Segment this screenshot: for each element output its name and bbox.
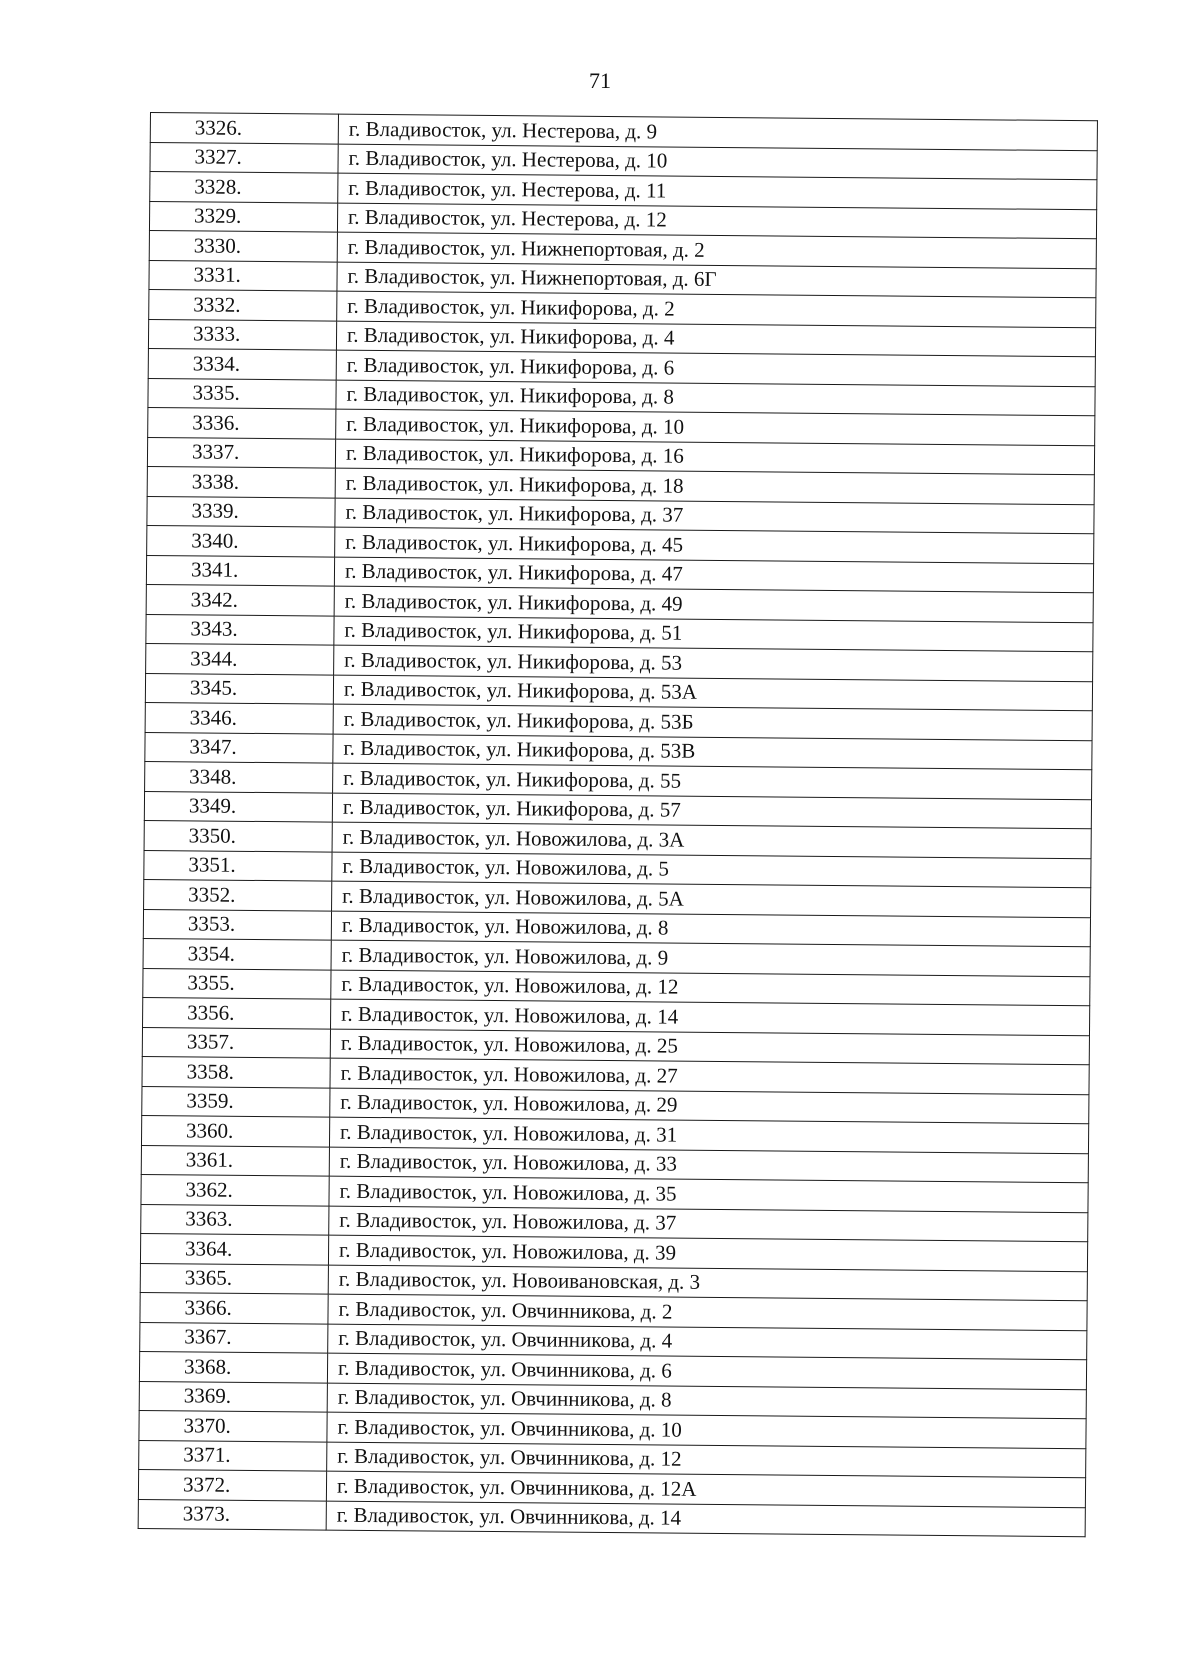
address-table-container	[138, 112, 1098, 1537]
row-number-cell: 3352.	[144, 879, 332, 910]
address-cell: г. Владивосток, ул. Овчинникова, д. 10	[327, 1412, 1086, 1448]
address-cell: г. Владивосток, ул. Никифорова, д. 18	[335, 468, 1094, 504]
address-cell: г. Владивосток, ул. Новожилова, д. 5	[332, 852, 1091, 888]
row-number-cell: 3335.	[148, 378, 336, 409]
row-number-cell: 3360.	[141, 1115, 329, 1146]
row-number-cell: 3354.	[143, 938, 331, 969]
row-number-cell: 3329.	[149, 201, 337, 232]
row-number-cell: 3334.	[148, 348, 336, 379]
row-number-cell: 3373.	[138, 1499, 326, 1530]
row-number-cell: 3356.	[143, 997, 331, 1028]
address-cell: г. Владивосток, ул. Новожилова, д. 8	[331, 911, 1090, 947]
row-number-cell: 3330.	[149, 230, 337, 261]
row-number-cell: 3338.	[147, 466, 335, 497]
address-cell: г. Владивосток, ул. Новоивановская, д. 3	[328, 1265, 1087, 1301]
row-number-cell: 3341.	[146, 555, 334, 586]
row-number-cell: 3339.	[147, 496, 335, 527]
address-cell: г. Владивосток, ул. Никифорова, д. 6	[336, 350, 1095, 386]
address-cell: г. Владивосток, ул. Новожилова, д. 12	[331, 970, 1090, 1006]
row-number-cell: 3342.	[146, 584, 334, 615]
address-cell: г. Владивосток, ул. Нижнепортовая, д. 6Г	[337, 262, 1096, 298]
address-cell: г. Владивосток, ул. Никифорова, д. 53Б	[333, 704, 1092, 740]
address-cell: г. Владивосток, ул. Овчинникова, д. 12	[327, 1442, 1086, 1478]
address-cell: г. Владивосток, ул. Нестерова, д. 9	[338, 114, 1097, 150]
address-cell: г. Владивосток, ул. Никифорова, д. 45	[335, 527, 1094, 563]
address-cell: г. Владивосток, ул. Никифорова, д. 47	[334, 557, 1093, 593]
row-number-cell: 3349.	[144, 791, 332, 822]
address-cell: г. Владивосток, ул. Никифорова, д. 53А	[333, 675, 1092, 711]
address-cell: г. Владивосток, ул. Новожилова, д. 33	[329, 1147, 1088, 1183]
row-number-cell: 3359.	[142, 1086, 330, 1117]
row-number-cell: 3365.	[140, 1263, 328, 1294]
row-number-cell: 3331.	[149, 260, 337, 291]
address-cell: г. Владивосток, ул. Овчинникова, д. 6	[327, 1353, 1086, 1389]
address-cell: г. Владивосток, ул. Новожилова, д. 14	[331, 999, 1090, 1035]
row-number-cell: 3372.	[138, 1469, 326, 1500]
row-number-cell: 3348.	[145, 761, 333, 792]
row-number-cell: 3332.	[149, 289, 337, 320]
row-number-cell: 3340.	[147, 525, 335, 556]
address-cell: г. Владивосток, ул. Нестерова, д. 12	[337, 203, 1096, 239]
address-cell: г. Владивосток, ул. Никифорова, д. 10	[336, 409, 1095, 445]
row-number-cell: 3328.	[150, 172, 338, 203]
address-cell: г. Владивосток, ул. Новожилова, д. 29	[330, 1088, 1089, 1124]
address-cell: г. Владивосток, ул. Овчинникова, д. 8	[327, 1383, 1086, 1419]
address-cell: г. Владивосток, ул. Новожилова, д. 3А	[332, 822, 1091, 858]
row-number-cell: 3344.	[146, 643, 334, 674]
address-cell: г. Владивосток, ул. Новожилова, д. 27	[330, 1058, 1089, 1094]
row-number-cell: 3367.	[140, 1322, 328, 1353]
address-cell: г. Владивосток, ул. Овчинникова, д. 2	[328, 1294, 1087, 1330]
row-number-cell: 3337.	[147, 437, 335, 468]
row-number-cell: 3358.	[142, 1056, 330, 1087]
row-number-cell: 3346.	[145, 702, 333, 733]
address-cell: г. Владивосток, ул. Никифорова, д. 53	[334, 645, 1093, 681]
row-number-cell: 3366.	[140, 1292, 328, 1323]
row-number-cell: 3363.	[141, 1204, 329, 1235]
address-cell: г. Владивосток, ул. Овчинникова, д. 14	[326, 1501, 1085, 1537]
row-number-cell: 3333.	[148, 319, 336, 350]
row-number-cell: 3357.	[142, 1027, 330, 1058]
address-cell: г. Владивосток, ул. Нижнепортовая, д. 2	[337, 232, 1096, 268]
address-cell: г. Владивосток, ул. Никифорова, д. 55	[333, 763, 1092, 799]
row-number-cell: 3364.	[140, 1233, 328, 1264]
address-cell: г. Владивосток, ул. Никифорова, д. 4	[336, 321, 1095, 357]
row-number-cell: 3355.	[143, 968, 331, 999]
row-number-cell: 3368.	[139, 1351, 327, 1382]
row-number-cell: 3371.	[139, 1440, 327, 1471]
address-cell: г. Владивосток, ул. Новожилова, д. 9	[331, 940, 1090, 976]
row-number-cell: 3369.	[139, 1381, 327, 1412]
address-cell: г. Владивосток, ул. Новожилова, д. 39	[328, 1235, 1087, 1271]
address-table	[138, 112, 1098, 1537]
address-cell: г. Владивосток, ул. Никифорова, д. 8	[336, 380, 1095, 416]
address-cell: г. Владивосток, ул. Нестерова, д. 10	[338, 144, 1097, 180]
address-cell: г. Владивосток, ул. Новожилова, д. 25	[330, 1029, 1089, 1065]
address-cell: г. Владивосток, ул. Новожилова, д. 31	[329, 1117, 1088, 1153]
address-cell: г. Владивосток, ул. Никифорова, д. 49	[334, 586, 1093, 622]
address-cell: г. Владивосток, ул. Новожилова, д. 37	[329, 1206, 1088, 1242]
row-number-cell: 3343.	[146, 614, 334, 645]
address-cell: г. Владивосток, ул. Никифорова, д. 53В	[333, 734, 1092, 770]
address-table-body	[138, 113, 1097, 1537]
page-number: 71	[589, 68, 611, 93]
address-cell: г. Владивосток, ул. Никифорова, д. 16	[335, 439, 1094, 475]
row-number-cell: 3353.	[143, 909, 331, 940]
row-number-cell: 3345.	[145, 673, 333, 704]
address-cell: г. Владивосток, ул. Новожилова, д. 5А	[332, 881, 1091, 917]
address-cell: г. Владивосток, ул. Овчинникова, д. 12А	[326, 1471, 1085, 1507]
address-cell: г. Владивосток, ул. Овчинникова, д. 4	[328, 1324, 1087, 1360]
address-cell: г. Владивосток, ул. Никифорова, д. 57	[332, 793, 1091, 829]
row-number-cell: 3336.	[148, 407, 336, 438]
row-number-cell: 3326.	[150, 113, 338, 144]
address-cell: г. Владивосток, ул. Никифорова, д. 2	[337, 291, 1096, 327]
address-cell: г. Владивосток, ул. Нестерова, д. 11	[338, 173, 1097, 209]
address-cell: г. Владивосток, ул. Никифорова, д. 51	[334, 616, 1093, 652]
row-number-cell: 3350.	[144, 820, 332, 851]
row-number-cell: 3362.	[141, 1174, 329, 1205]
row-number-cell: 3351.	[144, 850, 332, 881]
row-number-cell: 3327.	[150, 142, 338, 173]
row-number-cell: 3347.	[145, 732, 333, 763]
row-number-cell: 3361.	[141, 1145, 329, 1176]
address-cell: г. Владивосток, ул. Новожилова, д. 35	[329, 1176, 1088, 1212]
address-cell: г. Владивосток, ул. Никифорова, д. 37	[335, 498, 1094, 534]
row-number-cell: 3370.	[139, 1410, 327, 1441]
